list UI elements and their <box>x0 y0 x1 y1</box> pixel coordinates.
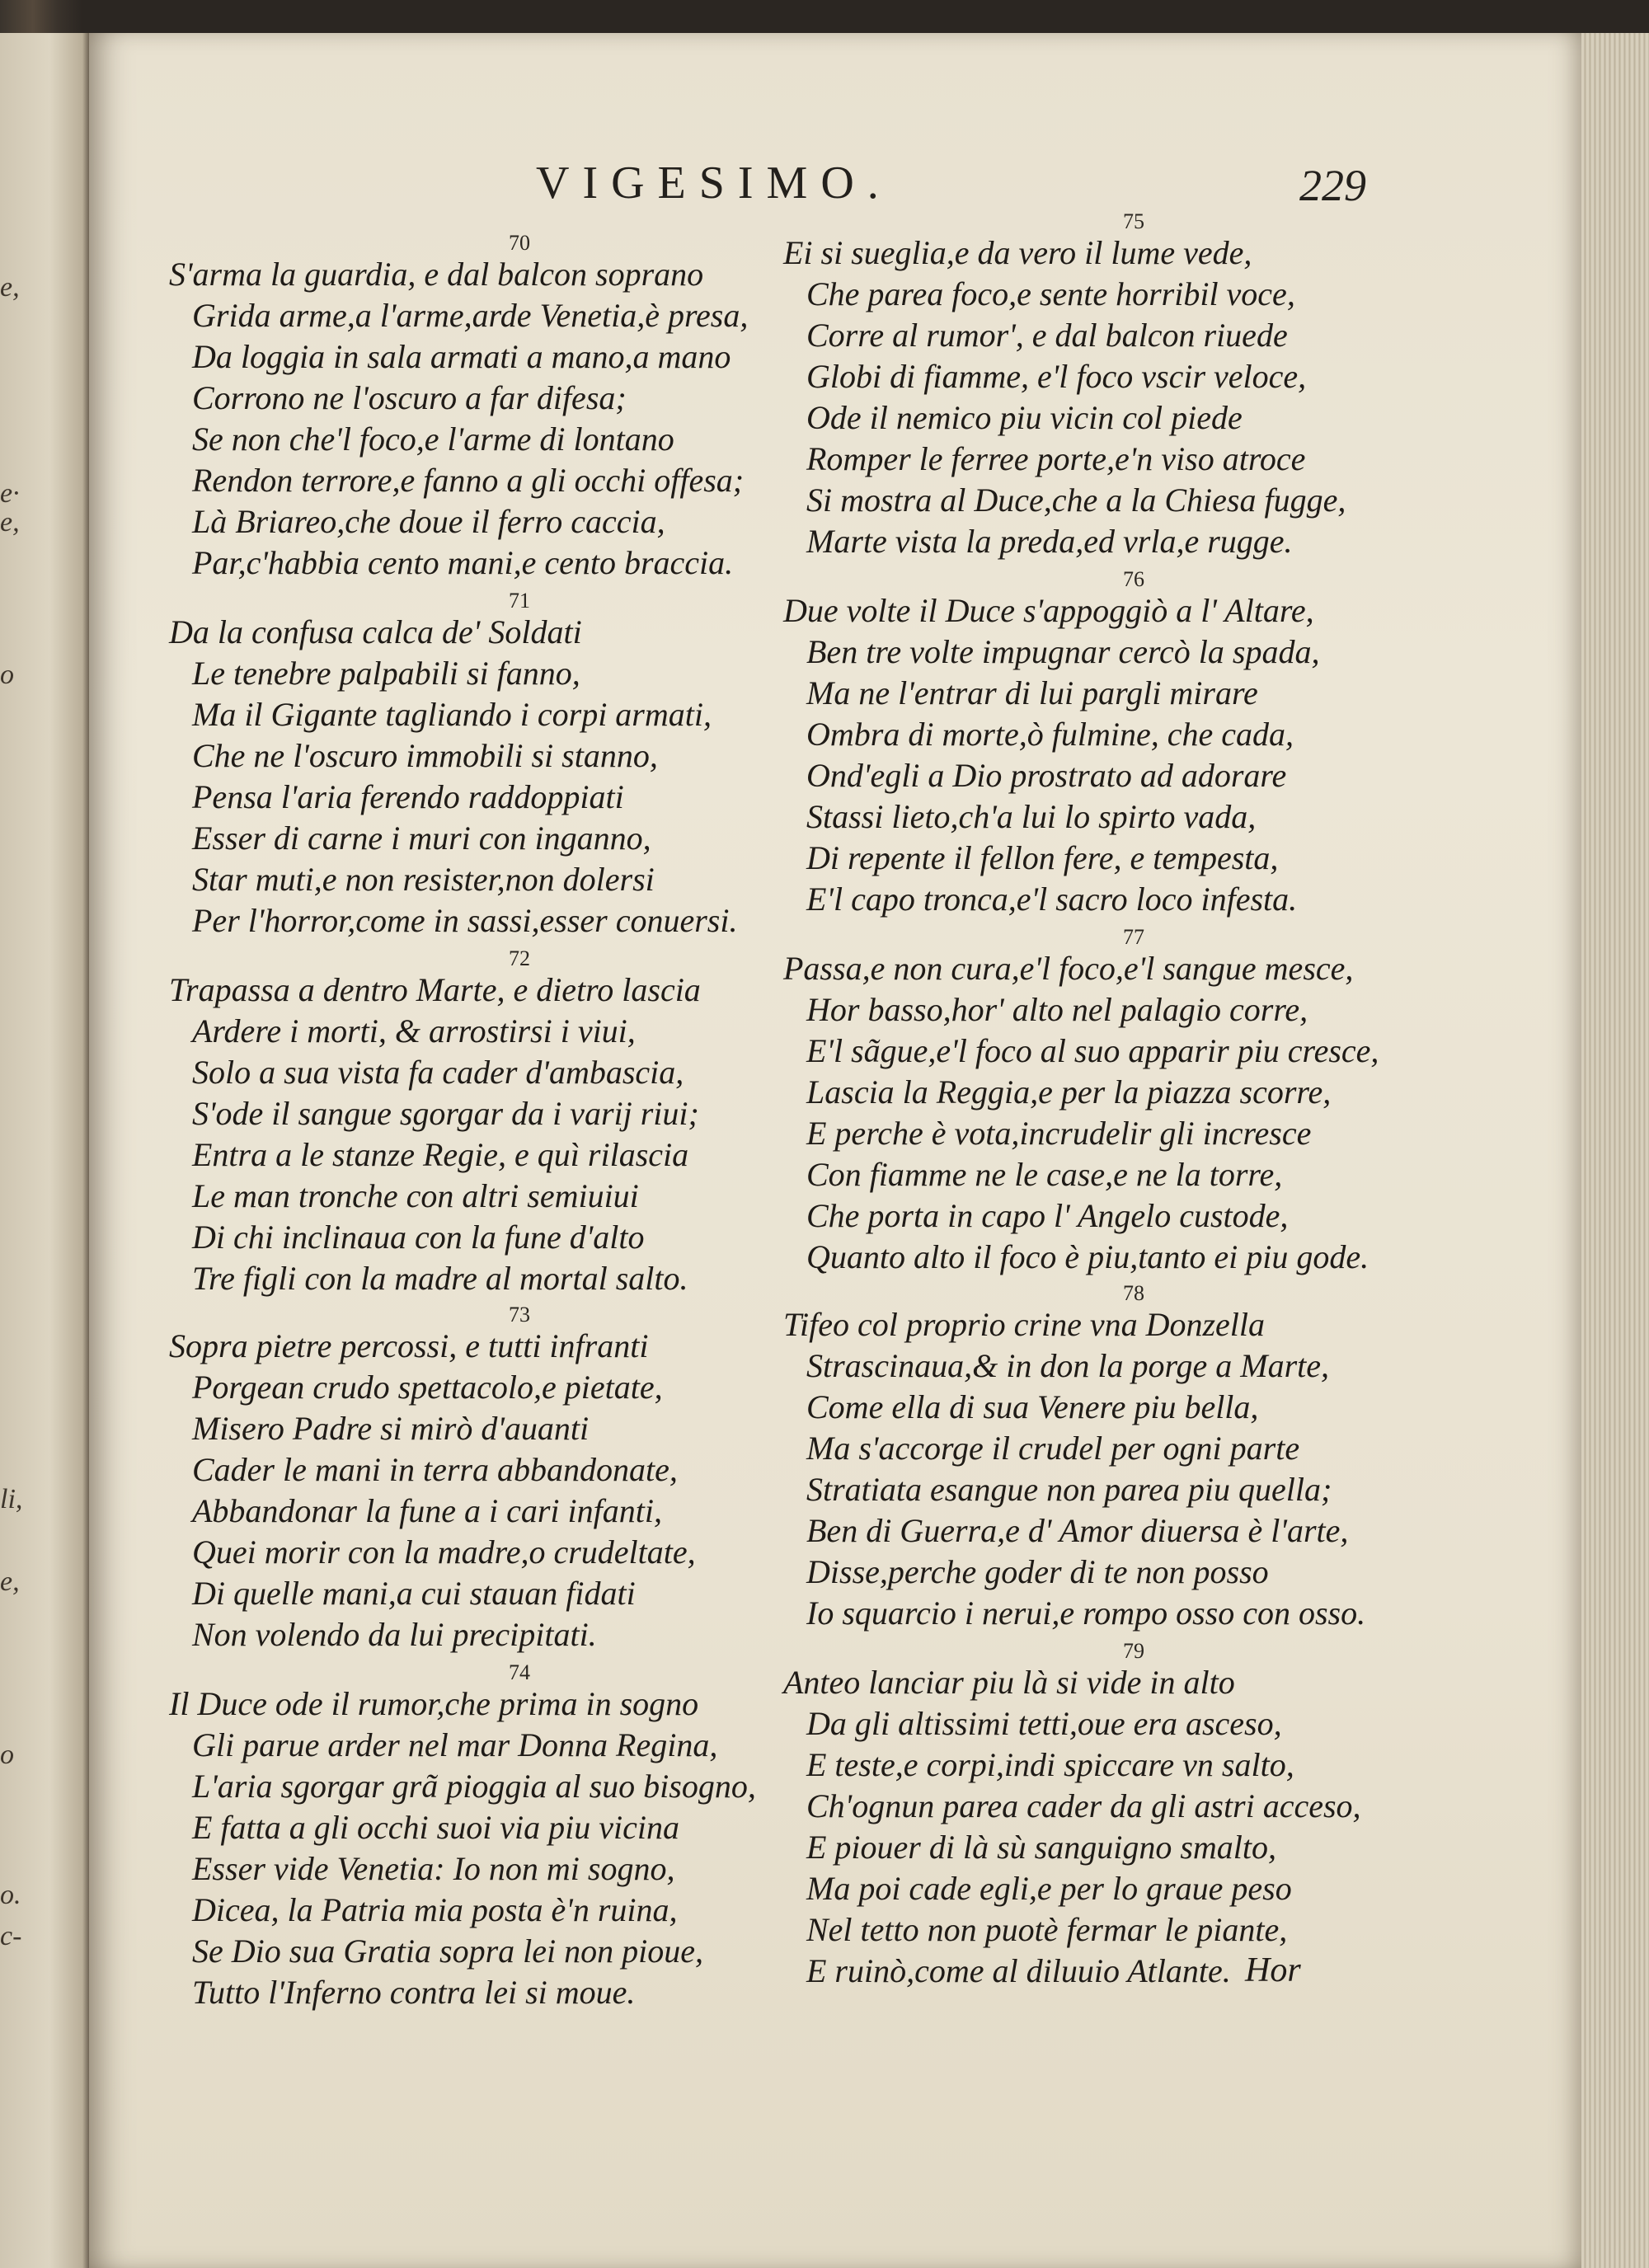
verse-line: Rendon terrore,e fanno a gli occhi offesa; <box>192 462 745 499</box>
verse-line: Porgean crudo spettacolo,e pietate, <box>192 1369 663 1406</box>
running-head: VIGESIMO. <box>536 157 892 209</box>
verse-line: Per l'horror,come in sassi,esser conuersi. <box>192 902 738 939</box>
verse-line: Ei si sueglia,e da vero il lume vede, <box>783 234 1252 271</box>
stanza-number: 74 <box>509 1660 530 1684</box>
margin-fragment: o. <box>0 1880 21 1910</box>
margin-fragment: li, <box>0 1484 23 1514</box>
verse-line: Le tenebre palpabili si fanno, <box>192 655 580 692</box>
verse-line: Globi di fiamme, e'l foco vscir veloce, <box>806 358 1307 395</box>
stanza-number: 73 <box>509 1303 530 1327</box>
verse-line: Gli parue arder nel mar Donna Regina, <box>192 1726 718 1763</box>
stanza <box>169 232 845 584</box>
verse-line: S'arma la guardia, e dal balcon soprano <box>169 256 704 293</box>
margin-fragment: e· <box>0 478 20 509</box>
stanza-number: 75 <box>1123 209 1144 233</box>
verse-line: Di quelle mani,a cui stauan fidati <box>192 1575 636 1612</box>
verse-line: Se non che'l foco,e l'arme di lontano <box>192 420 674 458</box>
stanza-number: 70 <box>509 231 530 255</box>
verse-line: Star muti,e non resister,non dolersi <box>192 861 655 898</box>
verse-line: Quanto alto il foco è piu,tanto ei piu gode. <box>806 1238 1369 1275</box>
stanza <box>783 211 1459 562</box>
verse-line: Nel tetto non puotè fermar le piante, <box>806 1911 1288 1948</box>
verse-line: Ben di Guerra,e d' Amor diuersa è l'arte, <box>806 1512 1349 1549</box>
verse-line: Le man tronche con altri semiuiui <box>192 1177 639 1214</box>
verse-line: Due volte il Duce s'appoggiò a l' Altare, <box>783 592 1314 629</box>
verse-line: Da loggia in sala armati a mano,a mano <box>192 338 731 375</box>
stanza <box>169 1304 845 1655</box>
verse-line: Di repente il fellon fere, e tempesta, <box>806 839 1279 876</box>
verse-line: Ben tre volte impugnar cercò la spada, <box>806 633 1320 670</box>
verse-line: Si mostra al Duce,che a la Chiesa fugge, <box>806 481 1346 519</box>
verse-line: Dicea, la Patria mia posta è'n ruina, <box>192 1891 678 1928</box>
stanza-number: 72 <box>509 946 530 970</box>
stanza-number: 76 <box>1123 567 1144 591</box>
verse-line: Ode il nemico piu vicin col piede <box>806 399 1243 436</box>
verse-line: E'l capo tronca,e'l sacro loco infesta. <box>806 880 1298 918</box>
verse-line: Ond'egli a Dio prostrato ad adorare <box>806 757 1287 794</box>
verse-line: Corre al rumor', e dal balcon riuede <box>806 317 1288 354</box>
verse-line: Che parea foco,e sente horribil voce, <box>806 275 1295 312</box>
verse-line: Marte vista la preda,ed vrla,e rugge. <box>806 523 1293 560</box>
right-column <box>783 211 1459 1992</box>
verse-line: Strascinaua,& in don la porge a Marte, <box>806 1347 1330 1384</box>
verse-line: Esser di carne i muri con inganno, <box>192 819 651 857</box>
margin-fragment: e, <box>0 507 20 538</box>
verse-line: Il Duce ode il rumor,che prima in sogno <box>169 1685 699 1722</box>
verse-line: Tifeo col proprio crine vna Donzella <box>783 1306 1266 1343</box>
verse-line: Abbandonar la fune a i cari infanti, <box>192 1492 662 1529</box>
verse-line: Che porta in capo l' Angelo custode, <box>806 1197 1289 1234</box>
left-column <box>169 232 845 2013</box>
verse-line: Là Briareo,che doue il ferro caccia, <box>192 503 665 540</box>
verse-line: Disse,perche goder di te non posso <box>806 1553 1269 1590</box>
margin-fragment: e, <box>0 1566 20 1597</box>
stanza <box>169 948 845 1299</box>
margin-fragment: o <box>0 1740 14 1770</box>
verse-line: Di chi inclinaua con la fune d'alto <box>192 1219 645 1256</box>
verse-line: L'aria sgorgar grã pioggia al suo bisogno, <box>192 1768 756 1805</box>
stanza-number: 77 <box>1123 925 1144 949</box>
stanza <box>169 590 845 941</box>
verse-line: Come ella di sua Venere piu bella, <box>806 1388 1259 1425</box>
verse-line: Non volendo da lui precipitati. <box>192 1616 597 1653</box>
verse-line: E ruinò,come al diluuio Atlante. <box>806 1952 1231 1989</box>
verse-line: Se Dio sua Gratia sopra lei non pioue, <box>192 1932 703 1970</box>
margin-fragment: o <box>0 660 14 690</box>
verse-line: Stassi lieto,ch'a lui lo spirto vada, <box>806 798 1257 835</box>
verse-line: Par,c'habbia cento mani,e cento braccia. <box>192 544 734 581</box>
verse-line: Da gli altissimi tetti,oue era asceso, <box>806 1705 1282 1742</box>
verse-line: Tutto l'Inferno contra lei si moue. <box>192 1974 636 2011</box>
page-number: 229 <box>1299 161 1366 210</box>
verse-line: Ma s'accorge il crudel per ogni parte <box>806 1430 1300 1467</box>
stanza <box>783 569 1459 920</box>
verse-line: Pensa l'aria ferendo raddoppiati <box>192 778 624 815</box>
verse-line: Ma poi cade egli,e per lo graue peso <box>806 1870 1292 1907</box>
facing-page-edge <box>0 33 89 2268</box>
verse-line: Con fiamme ne le case,e ne la torre, <box>806 1156 1283 1193</box>
verse-line: Ombra di morte,ò fulmine, che cada, <box>806 716 1294 753</box>
verse-line: E teste,e corpi,indi spiccare vn salto, <box>806 1746 1294 1783</box>
verse-line: Romper le ferree porte,e'n viso atroce <box>806 440 1306 477</box>
verse-line: Esser vide Venetia: Io non mi sogno, <box>192 1850 675 1887</box>
margin-fragment: e, <box>0 272 20 303</box>
catchword: Hor <box>1245 1951 1301 1989</box>
verse-line: Che ne l'oscuro immobili si stanno, <box>192 737 658 774</box>
verse-line: Cader le mani in terra abbandonate, <box>192 1451 678 1488</box>
stanza-number: 79 <box>1123 1639 1144 1663</box>
verse-line: Passa,e non cura,e'l foco,e'l sangue mesce, <box>783 950 1354 987</box>
stanza <box>783 1641 1459 1992</box>
stanza-number: 78 <box>1123 1281 1144 1305</box>
stanza <box>169 1662 845 2013</box>
verse-line: Trapassa a dentro Marte, e dietro lascia <box>169 971 701 1008</box>
stanza-number: 71 <box>509 589 530 613</box>
verse-line: Io squarcio i nerui,e rompo osso con osso. <box>806 1594 1366 1632</box>
stanza <box>783 1283 1459 1634</box>
verse-line: Ma il Gigante tagliando i corpi armati, <box>192 696 712 733</box>
verse-line: Ardere i morti, & arrostirsi i viui, <box>192 1012 636 1049</box>
verse-line: E piouer di là sù sanguigno smalto, <box>806 1829 1277 1866</box>
verse-line: Solo a sua vista fa cader d'ambascia, <box>192 1054 684 1091</box>
verse-line: Misero Padre si mirò d'auanti <box>192 1410 590 1447</box>
verse-line: Anteo lanciar piu là si vide in alto <box>783 1664 1235 1701</box>
verse-line: Grida arme,a l'arme,arde Venetia,è presa, <box>192 297 749 334</box>
verse-line: Sopra pietre percossi, e tutti infranti <box>169 1327 649 1364</box>
verse-line: Entra a le stanze Regie, e quì rilascia <box>192 1136 689 1173</box>
verse-line: E'l sãgue,e'l foco al suo apparir piu cresce, <box>806 1032 1379 1069</box>
verse-line: S'ode il sangue sgorgar da i varij riui; <box>192 1095 699 1132</box>
verse-line: Ch'ognun parea cader da gli astri acceso, <box>806 1787 1361 1824</box>
verse-line: E perche è vota,incrudelir gli incresce <box>806 1115 1312 1152</box>
verse-line: Ma ne l'entrar di lui pargli mirare <box>806 674 1258 711</box>
stanza <box>783 927 1459 1278</box>
margin-fragment: c- <box>0 1921 22 1951</box>
verse-line: E fatta a gli occhi suoi via piu vicina <box>192 1809 680 1846</box>
verse-line: Corrono ne l'oscuro a far difesa; <box>192 379 627 416</box>
verse-line: Da la confusa calca de' Soldati <box>169 613 582 650</box>
verse-line: Quei morir con la madre,o crudeltate, <box>192 1533 696 1571</box>
verse-line: Hor basso,hor' alto nel palagio corre, <box>806 991 1308 1028</box>
verse-line: Stratiata esangue non parea piu quella; <box>806 1471 1332 1508</box>
verse-line: Lascia la Reggia,e per la piazza scorre, <box>806 1073 1332 1111</box>
verse-line: Tre figli con la madre al mortal salto. <box>192 1260 688 1297</box>
page-fore-edge <box>1581 33 1649 2268</box>
